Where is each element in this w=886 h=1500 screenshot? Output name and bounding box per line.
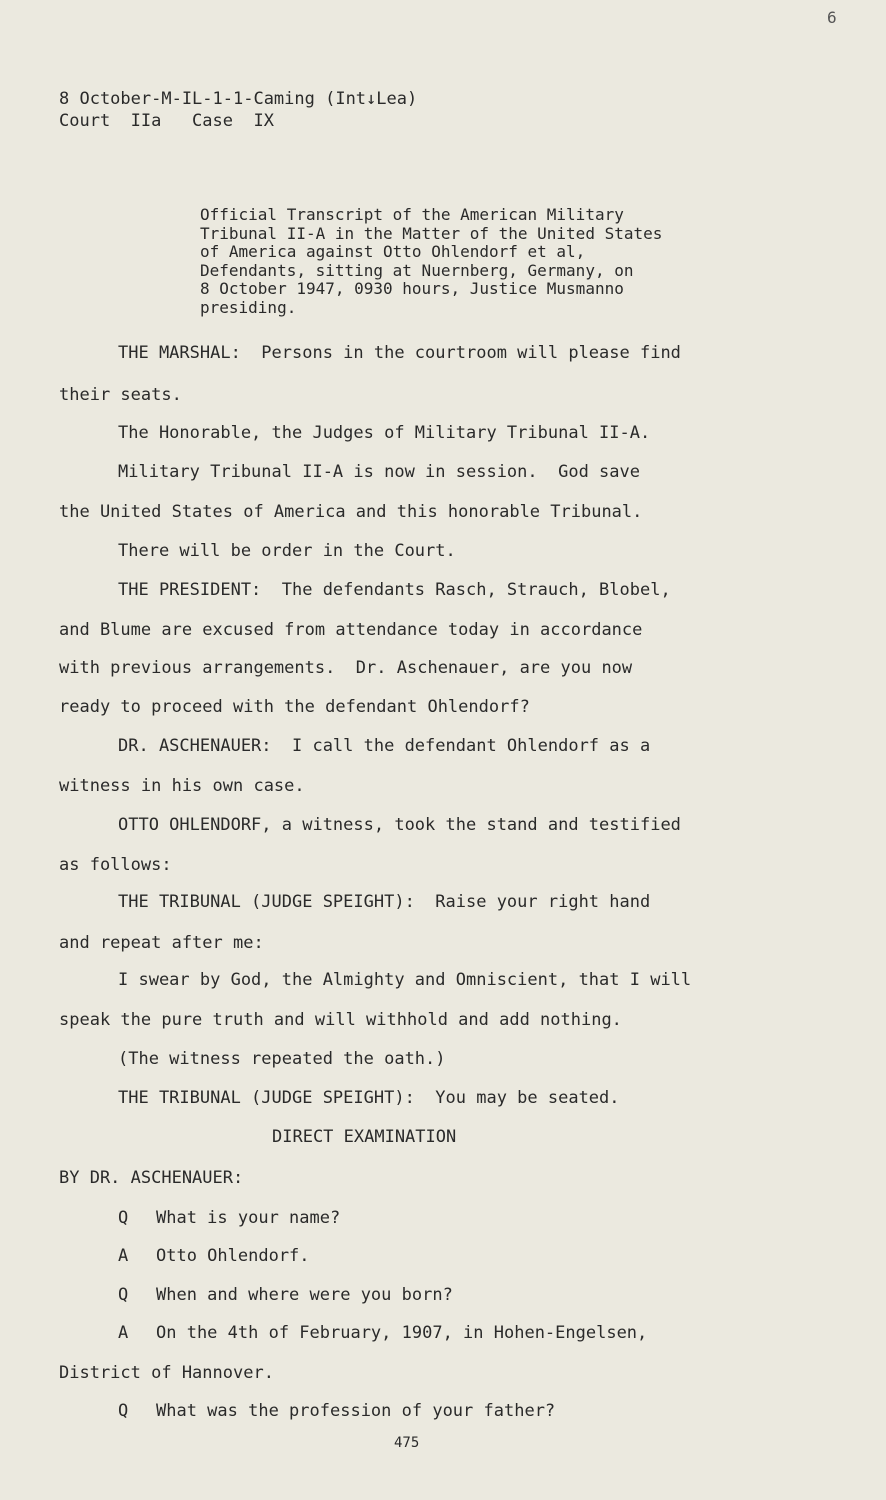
question-text: What is your name? bbox=[156, 1208, 341, 1228]
question-mark: Q bbox=[118, 1285, 129, 1305]
answer-text: Otto Ohlendorf. bbox=[156, 1246, 310, 1266]
transcript-line: THE TRIBUNAL (JUDGE SPEIGHT): You may be seated. bbox=[118, 1088, 620, 1108]
question-line bbox=[118, 1285, 453, 1305]
caption-line: of America against Otto Ohlendorf et al, bbox=[200, 242, 586, 262]
transcript-line: and repeat after me: bbox=[59, 933, 264, 953]
question-mark: Q bbox=[118, 1401, 129, 1421]
transcript-line: the United States of America and this honorable Tribunal. bbox=[59, 502, 643, 522]
question-text: When and where were you born? bbox=[156, 1285, 453, 1305]
transcript-line: (The witness repeated the oath.) bbox=[118, 1049, 446, 1069]
caption-line: Tribunal II-A in the Matter of the United States bbox=[200, 223, 663, 243]
transcript-line: their seats. bbox=[59, 385, 182, 405]
transcript-line: witness in his own case. bbox=[59, 776, 305, 796]
caption-line: 8 October 1947, 0930 hours, Justice Musmanno bbox=[200, 279, 624, 299]
answer-continuation: District of Hannover. bbox=[59, 1363, 274, 1383]
answer-line bbox=[118, 1246, 310, 1266]
corner-mark: 6 bbox=[827, 8, 837, 27]
transcript-line: THE PRESIDENT: The defendants Rasch, Strauch, Blobel, bbox=[118, 580, 671, 600]
caption-line: presiding. bbox=[200, 297, 297, 317]
header-line-2: Court IIa Case IX bbox=[59, 111, 274, 131]
header-line-1: 8 October-M-IL-1-1-Caming (Int↓Lea) bbox=[59, 89, 418, 109]
question-line bbox=[118, 1208, 340, 1228]
page-number: 475 bbox=[394, 1435, 420, 1451]
transcript-line: THE TRIBUNAL (JUDGE SPEIGHT): Raise your right hand bbox=[118, 892, 651, 912]
transcript-line: as follows: bbox=[59, 855, 172, 875]
transcript-line: There will be order in the Court. bbox=[118, 541, 456, 561]
page-header bbox=[59, 88, 417, 132]
examiner-line: BY DR. ASCHENAUER: bbox=[59, 1168, 244, 1188]
answer-mark: A bbox=[118, 1323, 129, 1343]
transcript-line: ready to proceed with the defendant Ohlendorf? bbox=[59, 697, 530, 717]
transcript-line: The Honorable, the Judges of Military Tribunal II-A. bbox=[118, 423, 651, 443]
answer-text: On the 4th of February, 1907, in Hohen-Engelsen, bbox=[156, 1323, 648, 1343]
answer-line bbox=[118, 1323, 647, 1343]
transcript-line: I swear by God, the Almighty and Omniscient, that I will bbox=[118, 970, 692, 990]
transcript-line: with previous arrangements. Dr. Aschenauer, are you now bbox=[59, 658, 633, 678]
question-line bbox=[118, 1401, 555, 1421]
answer-mark: A bbox=[118, 1246, 129, 1266]
transcript-line: THE MARSHAL: Persons in the courtroom will please find bbox=[118, 343, 681, 363]
transcript-line: and Blume are excused from attendance today in accordance bbox=[59, 620, 643, 640]
transcript-line: Military Tribunal II-A is now in session. God save bbox=[118, 462, 640, 482]
section-heading: DIRECT EXAMINATION bbox=[272, 1127, 457, 1147]
question-mark: Q bbox=[118, 1208, 129, 1228]
transcript-caption bbox=[200, 206, 662, 318]
question-text: What was the profession of your father? bbox=[156, 1401, 556, 1421]
transcript-line: OTTO OHLENDORF, a witness, took the stand and testified bbox=[118, 815, 681, 835]
caption-line: Defendants, sitting at Nuernberg, Germany, on bbox=[200, 260, 634, 280]
caption-line: Official Transcript of the American Military bbox=[200, 205, 624, 224]
transcript-line: speak the pure truth and will withhold and add nothing. bbox=[59, 1010, 622, 1030]
transcript-line: DR. ASCHENAUER: I call the defendant Ohlendorf as a bbox=[118, 736, 651, 756]
